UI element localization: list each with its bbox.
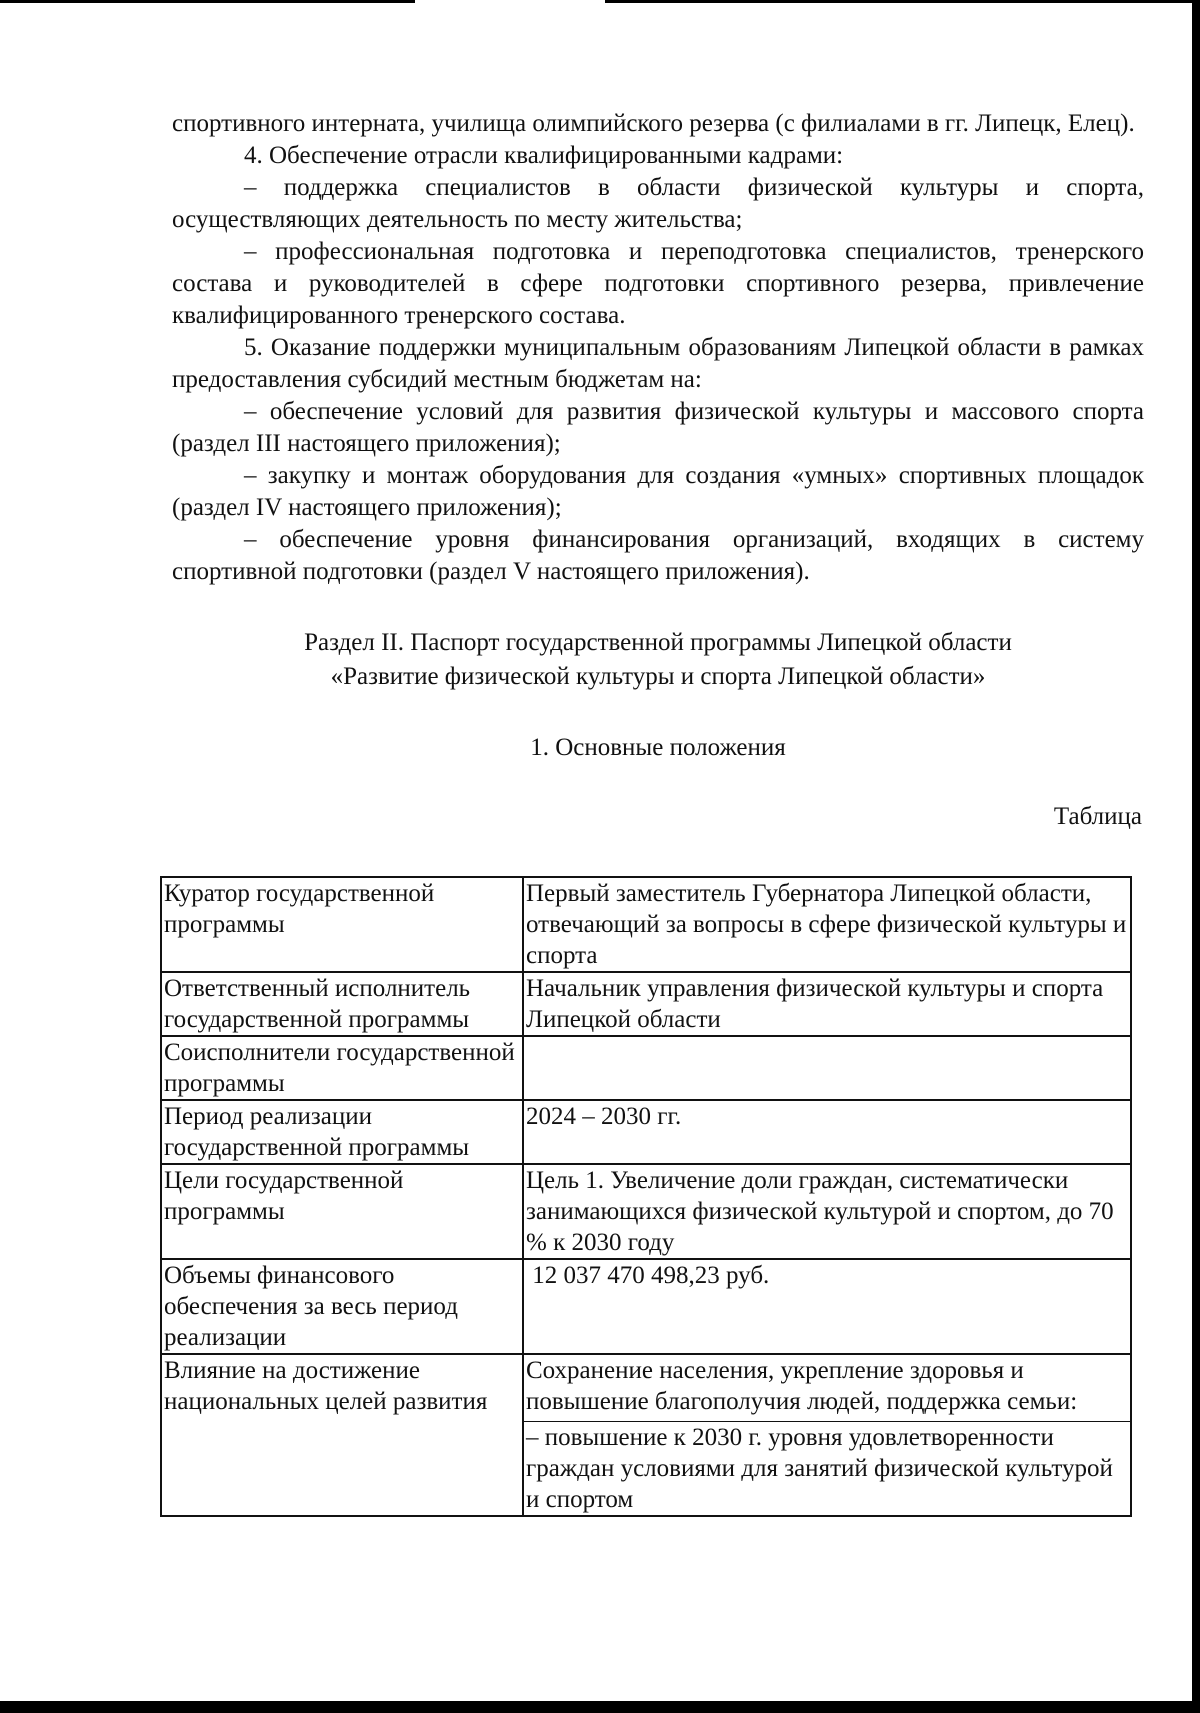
paragraph-item-5: 5. Оказание поддержки муниципальным образованиям Липецкой области в рамках предоставления субсидий местным бюджетам на: — [172, 334, 1144, 393]
table-row — [161, 1259, 1131, 1354]
table-row — [161, 1100, 1131, 1164]
paragraph-1: спортивного интерната, училища олимпийского резерва (с филиалами в гг. Липецк, Елец). — [172, 110, 1135, 137]
table-row — [161, 1164, 1131, 1259]
table-row — [161, 1354, 1131, 1516]
table-cell-value-extra: – повышение к 2030 г. уровня удовлетворенности граждан условиями для занятий физической культурой и спортом — [524, 1421, 1130, 1515]
table-cell-value: 12 037 470 498,23 руб. — [523, 1259, 1131, 1354]
table-cell-label: Период реализации государственной программы — [161, 1100, 523, 1164]
table-cell-label: Цели государственной программы — [161, 1164, 523, 1259]
table-row — [161, 972, 1131, 1036]
table-cell-value: Начальник управления физической культуры и спорта Липецкой области — [523, 972, 1131, 1036]
scan-border-right — [1192, 0, 1200, 1713]
table-row — [161, 1036, 1131, 1100]
scan-border-bottom — [0, 1701, 1200, 1713]
section-heading-line-2: «Развитие физической культуры и спорта Липецкой области» — [330, 663, 986, 690]
table-cell-label: Куратор государственной программы — [161, 877, 523, 972]
table-cell-label: Объемы финансового обеспечения за весь период реализации — [161, 1259, 523, 1354]
table-cell-value: Сохранение населения, укрепление здоровья и повышение благополучия людей, поддержка семьи: — [526, 1357, 1078, 1415]
section-heading — [172, 626, 1144, 694]
paragraph-item-4: 4. Обеспечение отрасли квалифицированными кадрами: — [244, 142, 844, 169]
paragraph-dash-4: – закупку и монтаж оборудования для создания «умных» спортивных площадок (раздел IV настоящего приложения); — [172, 462, 1144, 521]
table-cell-label: Ответственный исполнитель государственной программы — [161, 972, 523, 1036]
paragraph-dash-5: – обеспечение уровня финансирования организаций, входящих в систему спортивной подготовки (раздел V настоящего приложения). — [172, 526, 1144, 585]
section-heading-line-1: Раздел II. Паспорт государственной программы Липецкой области — [304, 629, 1012, 656]
paragraph-dash-2: – профессиональная подготовка и переподготовка специалистов, тренерского состава и руководителей в сфере подготовки спортивного резерва, привлечение квалифицированного тренерского состава. — [172, 238, 1144, 329]
table-cell-value-group — [523, 1354, 1131, 1516]
table-cell-label: Соисполнители государственной программы — [161, 1036, 523, 1100]
document-page — [172, 108, 1144, 830]
passport-table — [160, 876, 1132, 1517]
table-cell-value: 2024 – 2030 гг. — [523, 1100, 1131, 1164]
table-cell-value — [523, 1036, 1131, 1100]
paragraph-dash-3: – обеспечение условий для развития физической культуры и массового спорта (раздел III настоящего приложения); — [172, 398, 1144, 457]
table-row — [161, 877, 1131, 972]
table-cell-label: Влияние на достижение национальных целей развития — [161, 1354, 523, 1516]
table-cell-value: Первый заместитель Губернатора Липецкой области, отвечающий за вопросы в сфере физической культуры и спорта — [523, 877, 1131, 972]
scan-border-top — [0, 0, 1200, 8]
table-cell-value: Цель 1. Увеличение доли граждан, систематически занимающихся физической культурой и спортом, до 70 % к 2030 году — [523, 1164, 1131, 1259]
subsection-heading: 1. Основные положения — [530, 734, 786, 761]
paragraph-dash-1: – поддержка специалистов в области физической культуры и спорта, осуществляющих деятельность по месту жительства; — [172, 174, 1144, 233]
table-caption: Таблица — [1053, 803, 1142, 830]
